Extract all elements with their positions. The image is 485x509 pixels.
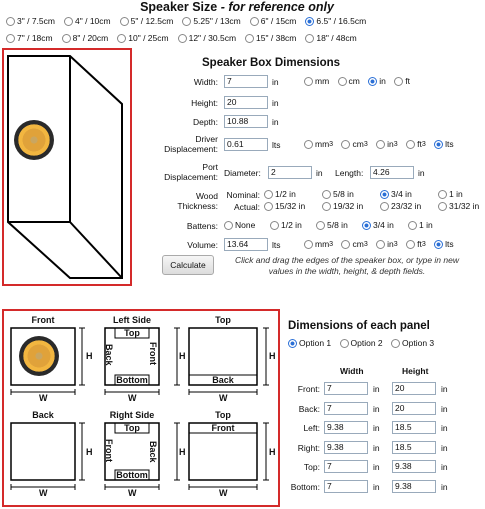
length-field[interactable]: 4.26 [370,166,414,179]
height-field[interactable]: 20 [224,96,268,109]
port-label [150,162,218,182]
radio-icon[interactable] [341,240,350,249]
panel-height-field[interactable]: 20 [392,402,436,415]
width-marker: W [128,393,137,403]
panel-diagram [2,309,280,507]
height-marker: H [86,447,93,457]
width-marker: W [219,488,228,498]
wood-label [150,191,218,211]
radio-icon[interactable] [406,240,415,249]
battens-option[interactable] [316,220,356,230]
driver-displacement-field[interactable]: 0.61 [224,138,268,151]
vol-unit-mm[interactable]: mm 3 [304,139,333,149]
option-text: 1 in [419,220,433,230]
inner-back-vertical: Back [104,344,114,366]
panel-unit: in [441,403,448,414]
size-row-1 [6,16,372,26]
vol-unit-lts[interactable] [434,139,454,149]
radio-icon[interactable] [406,140,415,149]
size-label: 18" / 48cm [316,33,357,43]
option-1[interactable] [288,338,331,348]
size-option[interactable] [245,33,296,43]
panel-unit: in [441,423,448,433]
unit-label: in [272,77,279,87]
radio-icon[interactable] [338,77,347,86]
size-option[interactable] [117,33,168,43]
volume-result-units [304,239,460,251]
option-text: 15/32 in [275,201,306,211]
driver-label [150,134,218,154]
unit-option-mm[interactable] [304,76,329,86]
option-text: 5/8 in [327,220,348,230]
port-label-line2: Displacement: [164,172,218,182]
battens-option[interactable] [270,220,310,230]
unit-text: mm [315,239,330,249]
inner-front: Front [211,423,235,433]
panel-height-field[interactable]: 9.38 [392,480,436,493]
volume-unit-options [304,139,460,151]
dims-title: Speaker Box Dimensions [202,57,341,69]
unit-text: ft [417,139,422,149]
depth-field[interactable]: 10.88 [224,115,268,128]
radio-icon[interactable] [288,339,297,348]
panel-unit: in [373,423,380,433]
diameter-field[interactable]: 2 [268,166,312,179]
depth-label: Depth: [192,117,218,127]
width-marker: W [39,488,48,498]
panel-row-label: Back: [298,403,320,414]
radio-icon[interactable] [368,77,377,86]
radio-icon[interactable] [182,17,191,26]
unit-option-in[interactable] [368,76,386,86]
size-label: 7" / 18cm [17,33,53,43]
inner-front-vertical: Front [148,342,158,365]
size-label: 6.5" / 16.5cm [316,16,367,26]
unit-option-ft[interactable] [394,76,410,86]
panel-width-field[interactable]: 7 [324,382,368,395]
battens-label: Battens: [186,221,218,231]
option-text: 5/8 in [333,189,354,199]
title-italic: - for reference only [217,0,334,14]
front-speaker-icon [19,336,59,376]
instruction-note: Click and drag the edges of the speaker box, or type in new values in the width, height, & depth fields. [235,255,459,276]
panel-row-label: Left: [303,423,320,433]
size-option[interactable] [182,16,240,26]
unit-label: in [272,117,279,127]
option-text: Option 3 [402,338,435,348]
option-text: None [235,220,256,230]
battens-option[interactable] [408,220,433,230]
radio-icon[interactable] [322,202,331,211]
inner-front-vertical: Front [104,439,114,462]
diameter-unit: in [316,168,323,178]
diameter-label: Diameter: [224,168,261,178]
panel-height-field[interactable]: 9.38 [392,460,436,473]
wood-label-line1: Wood [195,191,218,201]
vol-unit-ft[interactable]: ft 3 [406,139,426,149]
port-label-line1: Port [202,162,218,172]
unit-text: cm [352,239,364,249]
radio-icon[interactable] [120,17,129,26]
size-option[interactable] [120,16,174,26]
vol-unit-cm[interactable]: cm 3 [341,139,367,149]
option-text: 3/4 in [373,220,394,230]
panel-width-field[interactable]: 7 [324,460,368,473]
nominal-options [264,189,469,201]
option-text: 3/4 in [391,189,412,199]
vol-unit-ft[interactable]: ft 3 [406,239,426,249]
size-option[interactable] [6,16,55,26]
option-text: Option 1 [299,338,332,348]
battens-options [224,220,439,232]
height-label: Height: [191,98,218,108]
unit-text: cm [348,76,360,86]
size-option[interactable] [62,33,109,43]
panel-unit: in [441,481,448,492]
unit-text: cm [352,139,364,149]
size-label: 5.25" / 13cm [193,16,241,26]
radio-icon[interactable] [391,339,400,348]
battens-option[interactable] [224,220,264,230]
panel-width-field[interactable]: 9.38 [324,441,368,454]
option-text: Option 2 [350,338,383,348]
col-height-header: Height [402,366,429,376]
top2-panel-label: Top [215,410,231,420]
driver-label-line2: Displacement: [164,144,218,154]
radio-icon[interactable] [408,221,417,230]
size-option[interactable] [305,16,366,26]
front-panel-label: Front [31,315,55,325]
radio-icon[interactable] [438,202,447,211]
volume-unit: lts [272,240,281,250]
unit-label: in [272,98,279,108]
panel-row-label: Top: [303,462,320,472]
unit-text: ft [405,76,410,86]
volume-label: Volume: [187,240,218,250]
radio-icon[interactable] [64,17,73,26]
vol-unit-in[interactable]: in 3 [376,239,398,249]
option-text: 1 in [449,189,463,199]
inner-top: Top [124,423,140,433]
radio-icon[interactable] [304,140,313,149]
radio-icon[interactable] [305,17,314,26]
option-text: 19/32 in [333,201,364,211]
panel-unit: in [373,384,380,394]
radio-icon[interactable] [224,221,233,230]
height-marker: H [179,447,186,457]
unit-text: in [387,239,394,249]
length-unit: in [418,168,425,178]
radio-icon[interactable] [362,221,371,230]
radio-icon[interactable] [322,190,331,199]
unit-text: mm [315,139,330,149]
panel-row-label: Right: [297,442,320,453]
unit-text: in [379,76,386,86]
inner-bottom: Bottom [116,470,148,480]
inner-back-vertical: Back [148,441,158,463]
radio-icon[interactable] [178,34,187,43]
size-row-2 [6,33,363,43]
nominal-label: Nominal: [226,190,260,200]
calculate-button[interactable]: Calculate [162,255,214,275]
vol-unit-mm[interactable]: mm 3 [304,239,333,249]
vol-unit-in[interactable]: in 3 [376,139,398,149]
width-label: Width: [193,77,218,87]
actual-options [264,201,485,213]
option-text: 23/32 in [391,201,422,211]
width-marker: W [39,393,48,403]
inner-bottom: Bottom [116,375,148,385]
col-width-header: Width [340,366,364,376]
panel-unit: in [373,403,380,414]
height-marker: H [269,351,276,361]
size-option[interactable] [305,33,356,43]
radio-icon[interactable] [434,240,443,249]
unit-option-cm[interactable] [338,76,360,86]
radio-icon[interactable] [245,34,254,43]
radio-icon[interactable] [341,140,350,149]
actual-label: Actual: [234,202,260,212]
radio-icon[interactable] [316,221,325,230]
top-panel-label: Top [215,315,231,325]
battens-option[interactable] [362,220,402,230]
option-text: 1/2 in [281,220,302,230]
radio-icon[interactable] [117,34,126,43]
size-label: 3" / 7.5cm [17,16,55,26]
size-label: 6" / 15cm [260,16,297,26]
radio-icon[interactable] [340,339,349,348]
volume-field[interactable]: 13.64 [224,238,268,251]
driver-label-line1: Driver [195,134,218,144]
panel-width-field[interactable]: 7 [324,402,368,415]
box-3d-drawing[interactable] [4,50,130,284]
size-label: 4" / 10cm [74,16,111,26]
radio-icon[interactable] [376,140,385,149]
nominal-option[interactable] [438,189,463,199]
nominal-option[interactable] [264,189,316,199]
panel-height-field[interactable]: 18.5 [392,441,436,454]
unit-options [304,76,416,88]
radio-icon[interactable] [304,240,313,249]
size-label: 12" / 30.5cm [188,33,237,43]
radio-icon[interactable] [438,190,447,199]
inner-top: Top [124,328,140,338]
panel-height-field[interactable]: 20 [392,382,436,395]
size-option[interactable] [178,33,236,43]
radio-icon[interactable] [250,17,259,26]
height-marker: H [269,447,276,457]
actual-option[interactable] [380,201,432,211]
size-label: 15" / 38cm [256,33,297,43]
unit-text: lts [445,239,454,249]
radio-icon[interactable] [394,77,403,86]
right-side-panel-label: Right Side [109,410,155,420]
box-preview-panel [2,48,132,286]
panel-options [288,338,440,350]
option-text: 1/2 in [275,189,296,199]
unit-text: lts [445,139,454,149]
unit-text: ft [417,239,422,249]
wood-label-line2: Thickness: [177,201,218,211]
radio-icon[interactable] [380,190,389,199]
radio-icon[interactable] [305,34,314,43]
left-side-panel-label: Left Side [112,315,151,325]
radio-icon[interactable] [264,202,273,211]
panel-unit: in [441,462,448,472]
size-label: 10" / 25cm [128,33,169,43]
length-label: Length: [335,168,364,178]
option-2[interactable] [340,338,383,348]
radio-icon[interactable] [6,17,15,26]
radio-icon[interactable] [62,34,71,43]
nominal-option[interactable] [380,189,432,199]
nominal-option[interactable] [322,189,374,199]
panel-width-field[interactable]: 9.38 [324,421,368,434]
height-marker: H [179,351,186,361]
radio-icon[interactable] [264,190,273,199]
option-3[interactable] [391,338,434,348]
width-marker: W [219,393,228,403]
panels-title: Dimensions of each panel [288,320,430,332]
actual-option[interactable] [264,201,316,211]
size-option[interactable] [250,16,297,26]
panel-row-label: Front: [297,384,320,394]
speaker-size-title [0,0,474,14]
option-text: 31/32 in [449,201,480,211]
size-option[interactable] [6,33,53,43]
radio-icon[interactable] [434,140,443,149]
size-option[interactable] [64,16,111,26]
height-marker: H [86,351,93,361]
vol-unit-lts[interactable] [434,239,454,249]
panel-unit: in [373,462,380,472]
width-marker: W [128,488,137,498]
size-label: 5" / 12.5cm [130,16,174,26]
speaker-icon [14,120,54,160]
vol-unit-cm[interactable]: cm 3 [341,239,367,249]
radio-icon[interactable] [6,34,15,43]
panel-unit: in [373,481,380,492]
size-label: 8" / 20cm [72,33,109,43]
radio-icon[interactable] [304,77,313,86]
actual-option[interactable] [322,201,374,211]
panel-unit: in [441,442,448,453]
radio-icon[interactable] [376,240,385,249]
panel-width-field[interactable]: 7 [324,480,368,493]
driver-unit: lts [272,140,281,150]
inner-back: Back [212,375,234,385]
radio-icon[interactable] [270,221,279,230]
unit-text: in [387,139,394,149]
panel-height-field[interactable]: 18.5 [392,421,436,434]
back-panel-label: Back [32,410,54,420]
width-field[interactable]: 7 [224,75,268,88]
title-bold: Speaker Size [140,0,218,14]
actual-option[interactable] [438,201,479,211]
panel-unit: in [373,442,380,453]
unit-text: mm [315,76,330,86]
panel-row-label: Bottom: [290,481,320,492]
radio-icon[interactable] [380,202,389,211]
panel-unit: in [441,384,448,394]
